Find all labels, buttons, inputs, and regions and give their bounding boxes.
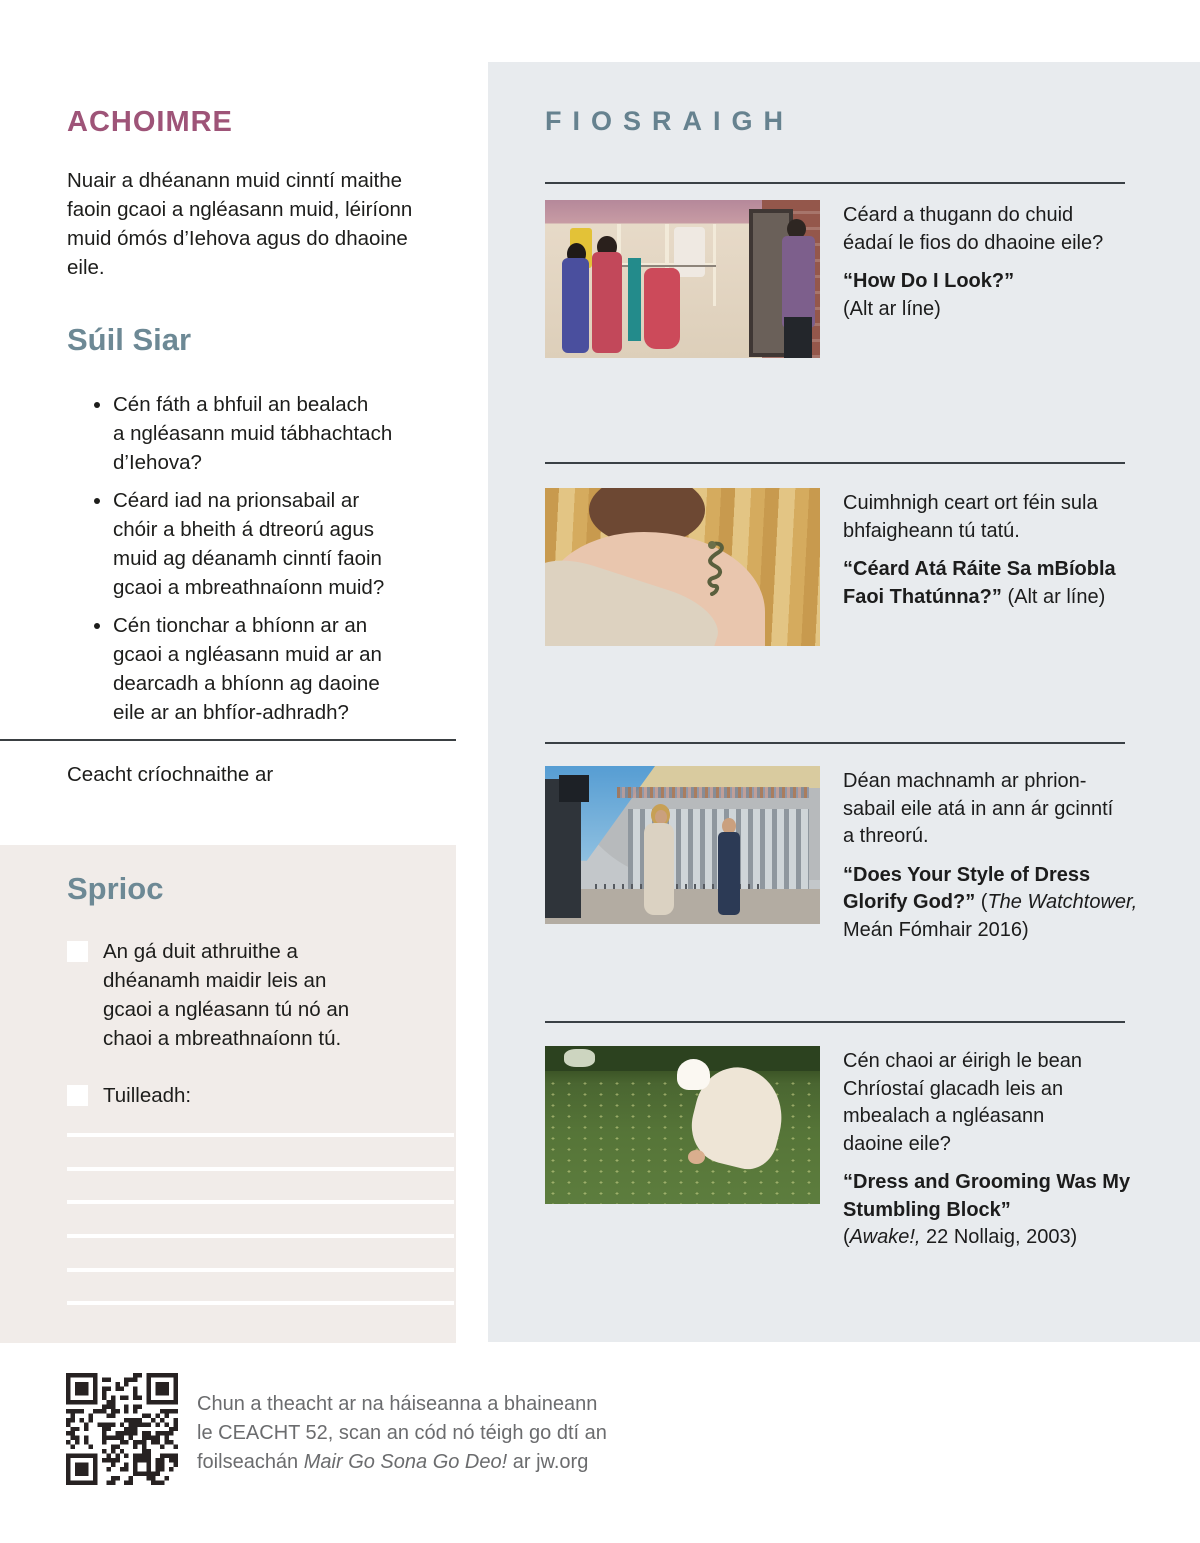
summary-paragraph: Nuair a dhéanann muid cinntí maithe faoin gcaoi a ngléasann muid, léiríonn muid ómós d’Iehova agus do dhaoine eile.	[67, 169, 413, 279]
shopper-figure-shape	[592, 252, 622, 353]
explore-heading: FIOSRAIGH	[545, 106, 795, 136]
crop-speckles-shape	[545, 1078, 820, 1204]
goal-item-label: Tuilleadh:	[103, 1084, 192, 1107]
camera-shape	[559, 775, 589, 802]
sky-gap-shape	[564, 1049, 594, 1066]
write-line[interactable]	[67, 1133, 454, 1137]
entry-divider	[545, 182, 1125, 184]
review-bullet-list	[67, 390, 483, 736]
write-line[interactable]	[67, 1301, 454, 1305]
write-line[interactable]	[67, 1167, 454, 1171]
goal-block	[0, 845, 456, 1343]
photo-stadium-interview	[545, 766, 820, 924]
review-heading: Súil Siar	[67, 322, 192, 357]
head-covering-shape	[677, 1059, 710, 1091]
plaza-ground-shape	[545, 889, 820, 924]
goal-item-more	[67, 1081, 403, 1110]
suited-man-shape	[718, 832, 740, 914]
completed-label: Ceacht críochnaithe ar	[67, 763, 274, 786]
shopper-figure-shape	[562, 258, 590, 353]
entry-body: Cén chaoi ar éirigh le bean Chríostaí glacadh leis an mbealach a ngléasann daoine eile?	[843, 1050, 1083, 1155]
goal-item-label: An gá duit athruithe a dhéanamh maidir leis an gcaoi a ngléasann tú nó an chaoi a mbreathnaíonn tú.	[103, 940, 350, 1050]
hand-shape	[688, 1150, 705, 1164]
summary-heading: ACHOIMRE	[67, 106, 233, 138]
entry-divider	[545, 742, 1125, 744]
entry-citation: “Dress and Grooming Was My Stumbling Block” (Awake!, 22 Nollaig, 2003)	[843, 1171, 1131, 1248]
checkbox[interactable]	[67, 941, 88, 962]
goal-item-changes	[67, 937, 403, 1053]
write-line[interactable]	[67, 1268, 454, 1272]
goal-heading: Sprioc	[67, 871, 164, 906]
photo-tattoo	[545, 488, 820, 646]
entry-citation: “How Do I Look?” (Alt ar líne)	[843, 270, 1015, 320]
review-bullet: • Cén tionchar a bhíonn ar an gcaoi a ngléasann muid ar an dearcadh a bhíonn ag daoine eile ar an bhfíor-adhradh?	[113, 611, 483, 727]
write-line[interactable]	[67, 1200, 454, 1204]
crowd-shape	[617, 787, 810, 798]
man-figure-shape	[782, 236, 815, 328]
write-line[interactable]	[67, 1234, 454, 1238]
completed-divider	[0, 739, 456, 741]
entry-divider	[545, 462, 1125, 464]
reporter-figure-shape	[644, 823, 674, 915]
snake-tattoo-shape	[699, 540, 729, 596]
review-bullet: • Céard iad na prionsabail ar chóir a bheith á dtreorú agus muid ag déanamh cinntí faoin gcaoi a mbreathnaíonn muid?	[113, 486, 483, 602]
entry-citation: “Does Your Style of Dress Glorify God?” (The Watchtower, Meán Fómhair 2016)	[843, 863, 1138, 941]
entry-citation: “Céard Atá Ráite Sa mBíobla Faoi Thatúnna?” (Alt ar líne)	[843, 558, 1116, 608]
man-pants-shape	[784, 317, 812, 358]
explore-panel	[488, 62, 1200, 1342]
white-garment-shape	[674, 227, 704, 278]
photo-field-work	[545, 1046, 820, 1204]
entry-body: Céard a thugann do chuid éadaí le fios do dhaoine eile?	[843, 204, 1104, 254]
review-bullet: • Cén fáth a bhfuil an bealach a ngléasann muid tábhachtach d’Iehova?	[113, 390, 483, 477]
photo-clothing-store	[545, 200, 820, 358]
teal-garment-shape	[628, 258, 642, 340]
red-dress-shape	[644, 268, 680, 349]
entry-body: Déan machnamh ar phrion- sabail eile atá in ann ár gcinntí a threorú.	[843, 770, 1114, 847]
entry-divider	[545, 1021, 1125, 1023]
checkbox[interactable]	[67, 1085, 88, 1106]
qr-code	[66, 1373, 178, 1485]
entry-body: Cuimhnigh ceart ort féin sula bhfaigheann tú tatú.	[843, 492, 1098, 542]
footer-note: Chun a theacht ar na háiseanna a bhaineann le CEACHT 52, scan an cód nó téigh go dtí an foilseachán Mair Go Sona Go Deo! ar jw.org	[197, 1393, 607, 1473]
